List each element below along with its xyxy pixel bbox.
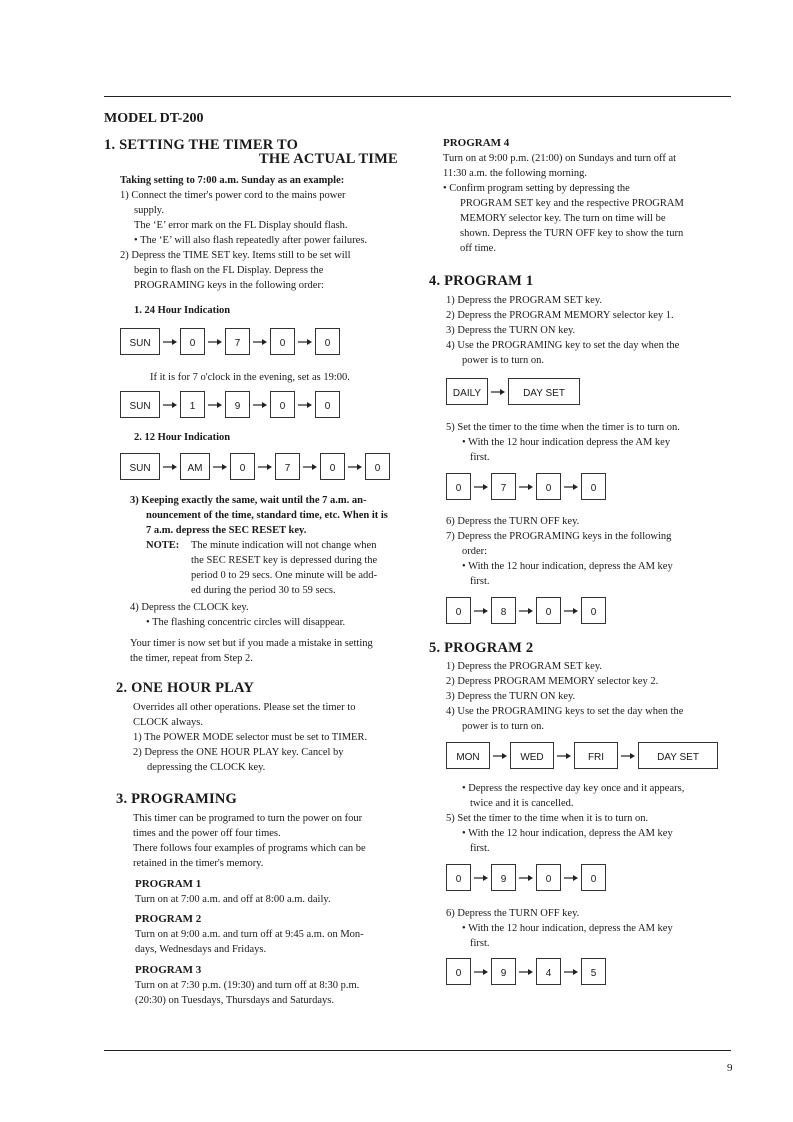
program-3-heading: PROGRAM 3 — [135, 964, 202, 976]
section-3-title: 3. PROGRAMING — [116, 791, 238, 807]
section-4-title: 4. PROGRAM 1 — [429, 273, 534, 289]
key-sequence-12h — [120, 453, 390, 480]
key: AM — [180, 453, 210, 480]
step-2: 2) Depress the TIME SET key. Items still to be set will begin to flash on the FL Display. Depress the PROGRAMING keys in the following order: — [120, 250, 351, 291]
section-4-steps: 1) Depress the PROGRAM SET key. 2) Depress the PROGRAM MEMORY selector key 1. 3) Depress the TURN ON key. 4) Use the PROGRAMING key to set the day when the power is to turn on. — [446, 295, 680, 366]
key: 8 — [491, 597, 516, 624]
key: 0 — [581, 864, 606, 891]
key: 0 — [446, 473, 471, 500]
key: 0 — [365, 453, 390, 480]
step-4: 4) Depress the CLOCK key. • The flashing concentric circles will disappear. — [130, 602, 346, 628]
key: SUN — [120, 453, 160, 480]
program-3-text: Turn on at 7:30 p.m. (19:30) and turn off at 8:30 p.m. (20:30) on Tuesdays, Thursdays and Saturdays. — [135, 980, 360, 1006]
program-2-text: Turn on at 9:00 a.m. and turn off at 9:45 a.m. on Mon- days, Wednesdays and Fridays. — [135, 929, 364, 955]
key: SUN — [120, 328, 160, 355]
key: MON — [446, 742, 490, 769]
arrow-icon — [205, 391, 225, 418]
bottom-rule — [104, 1050, 731, 1051]
key: 0 — [446, 864, 471, 891]
key: 0 — [536, 597, 561, 624]
arrow-icon — [210, 453, 230, 480]
key: 7 — [491, 473, 516, 500]
arrow-icon — [561, 864, 581, 891]
arrow-icon — [516, 864, 536, 891]
page-number: 9 — [727, 1062, 733, 1074]
arrow-icon — [471, 473, 491, 500]
arrow-icon — [250, 328, 270, 355]
key: 7 — [225, 328, 250, 355]
key: DAY SET — [638, 742, 718, 769]
key: 0 — [180, 328, 205, 355]
arrow-icon — [160, 328, 180, 355]
key: 0 — [230, 453, 255, 480]
arrow-icon — [516, 473, 536, 500]
key-sequence-program-1-day — [446, 378, 580, 405]
program-1-heading: PROGRAM 1 — [135, 878, 202, 890]
key: 0 — [315, 391, 340, 418]
section-5-title: 5. PROGRAM 2 — [429, 640, 534, 656]
arrow-icon — [471, 958, 491, 985]
key: 4 — [536, 958, 561, 985]
key-sequence-24h-evening — [120, 391, 340, 418]
section-1-title-line-2: THE ACTUAL TIME — [259, 151, 398, 167]
evening-note: If it is for 7 o'clock in the evening, set as 19:00. — [150, 372, 350, 383]
program-1-text: Turn on at 7:00 a.m. and off at 8:00 a.m. daily. — [135, 894, 331, 905]
key: DAILY — [446, 378, 488, 405]
key-sequence-program-1-on — [446, 473, 606, 500]
key: 9 — [225, 391, 250, 418]
program-4-heading: PROGRAM 4 — [443, 137, 510, 149]
example-heading: Taking setting to 7:00 a.m. Sunday as an example: — [120, 175, 345, 186]
section-5-steps: 1) Depress the PROGRAM SET key. 2) Depress PROGRAM MEMORY selector key 2. 3) Depress the TURN ON key. 4) Use the PROGRAMING keys to set the day when the power is to turn on. — [446, 661, 684, 732]
24-hour-heading: 1. 24 Hour Indication — [134, 305, 231, 316]
key: 0 — [536, 864, 561, 891]
key: 0 — [581, 473, 606, 500]
arrow-icon — [516, 597, 536, 624]
key: WED — [510, 742, 554, 769]
arrow-icon — [250, 391, 270, 418]
arrow-icon — [295, 391, 315, 418]
arrow-icon — [488, 378, 508, 405]
key-sequence-program-1-off — [446, 597, 606, 624]
top-rule — [104, 96, 731, 97]
arrow-icon — [160, 391, 180, 418]
key: 0 — [446, 597, 471, 624]
section-2-body: Overrides all other operations. Please set the timer to CLOCK always. 1) The POWER MODE selector must be set to TIMER. 2) Depress the ONE HOUR PLAY key. Cancel by depressing the CLOCK key. — [133, 702, 368, 773]
note: NOTE: The minute indication will not change when the SEC RESET key is depressed during the period 0 to 29 secs. One minute will be add- ed during the period 30 to 59 secs. — [146, 540, 378, 596]
section-4-steps-6-7: 6) Depress the TURN OFF key. 7) Depress the PROGRAMING keys in the following order: • With the 12 hour indication, depress the AM key first. — [446, 516, 673, 587]
key-sequence-program-2-off — [446, 958, 606, 985]
section-3-body: This timer can be programed to turn the power on four times and the power off four times. There follows four examples of programs which can be retained in the timer's memory. — [133, 813, 366, 869]
key: 0 — [315, 328, 340, 355]
12-hour-heading: 2. 12 Hour Indication — [134, 432, 231, 443]
section-1-final: Your timer is now set but if you made a mistake in setting the timer, repeat from Step 2. — [130, 638, 373, 664]
key: 7 — [275, 453, 300, 480]
section-5-step-6: 6) Depress the TURN OFF key. • With the 12 hour indication, depress the AM key first. — [446, 908, 673, 949]
arrow-icon — [561, 473, 581, 500]
key: 0 — [536, 473, 561, 500]
program-4-text: Turn on at 9:00 p.m. (21:00) on Sundays and turn off at 11:30 a.m. the following morning. • Confirm program setting by depressing the PROGRAM SET key and the respective PROGRAM MEMORY selector key. The turn on time will be shown. Depress the TURN OFF key to show the turn off time. — [443, 153, 684, 254]
arrow-icon — [295, 328, 315, 355]
key: 0 — [320, 453, 345, 480]
key: 1 — [180, 391, 205, 418]
arrow-icon — [300, 453, 320, 480]
model-heading: MODEL DT-200 — [104, 111, 204, 126]
arrow-icon — [255, 453, 275, 480]
key: FRI — [574, 742, 618, 769]
key: 9 — [491, 864, 516, 891]
key-sequence-24h-morning — [120, 328, 340, 355]
key: 0 — [270, 391, 295, 418]
key-sequence-program-2-on — [446, 864, 606, 891]
key-sequence-program-2-day — [446, 742, 718, 769]
key: 0 — [270, 328, 295, 355]
key: 0 — [581, 597, 606, 624]
key: SUN — [120, 391, 160, 418]
arrow-icon — [471, 864, 491, 891]
program-2-heading: PROGRAM 2 — [135, 913, 202, 925]
key: 9 — [491, 958, 516, 985]
key: DAY SET — [508, 378, 580, 405]
key: 5 — [581, 958, 606, 985]
arrow-icon — [490, 742, 510, 769]
step-3: 3) Keeping exactly the same, wait until the 7 a.m. an- nouncement of the time, standard time, etc. When it is 7 a.m. depress the SEC RESET key. — [130, 495, 388, 536]
section-4-step-5: 5) Set the timer to the time when the timer is to turn on. • With the 12 hour indication depress the AM key first. — [446, 422, 680, 463]
arrow-icon — [561, 958, 581, 985]
arrow-icon — [205, 328, 225, 355]
arrow-icon — [345, 453, 365, 480]
arrow-icon — [554, 742, 574, 769]
arrow-icon — [516, 958, 536, 985]
arrow-icon — [160, 453, 180, 480]
key: 0 — [446, 958, 471, 985]
section-5-after-day: • Depress the respective day key once and it appears, twice and it is cancelled. 5) Set the timer to the time when it is to turn on. • With the 12 hour indication, depress the AM key first. — [446, 783, 685, 854]
step-1: 1) Connect the timer's power cord to the mains power supply. The ‘E’ error mark on the FL Display should flash. • The ‘E’ will also flash repeatedly after power failures. — [120, 190, 368, 246]
arrow-icon — [561, 597, 581, 624]
section-2-title: 2. ONE HOUR PLAY — [116, 680, 255, 696]
arrow-icon — [618, 742, 638, 769]
section-1-title-line-1: 1. SETTING THE TIMER TO — [104, 137, 299, 153]
arrow-icon — [471, 597, 491, 624]
